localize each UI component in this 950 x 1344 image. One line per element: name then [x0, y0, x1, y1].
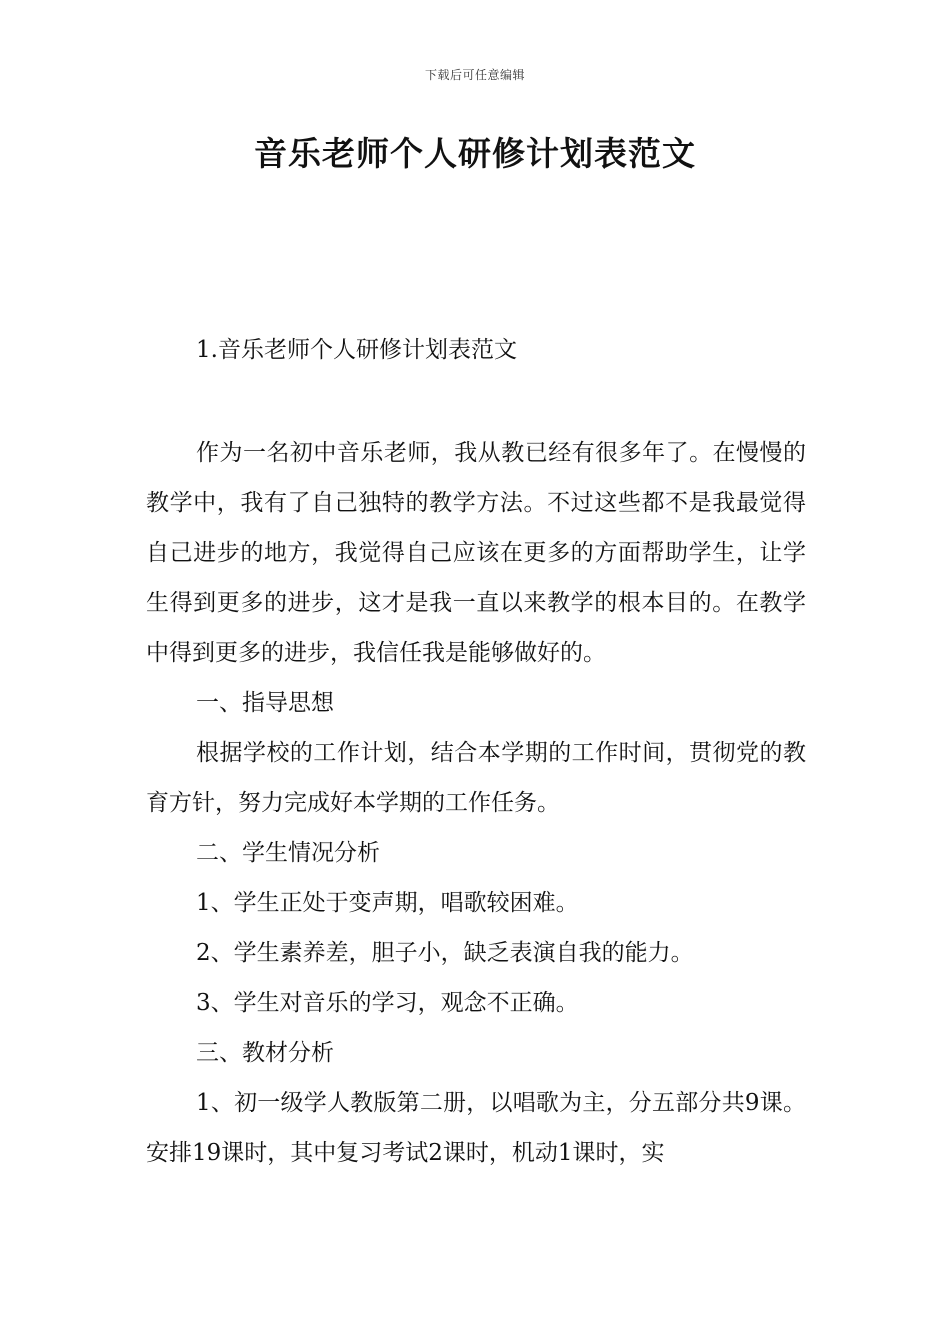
- heading-student-analysis: 二、学生情况分析: [196, 840, 380, 866]
- list-item-student-3: 3、学生对音乐的学习，观念不正确。: [196, 990, 579, 1016]
- paragraph-guiding-ideology: 根据学校的工作计划，结合本学期的工作时间，贯彻党的教育方针，努力完成好本学期的工作任务。: [146, 740, 806, 816]
- heading-guiding-ideology: 一、指导思想: [196, 690, 334, 716]
- document-body: [146, 330, 806, 1178]
- document-title: 音乐老师个人研修计划表范文: [254, 134, 696, 173]
- header-note: 下载后可任意编辑: [424, 68, 525, 82]
- list-item-student-1: 1、学生正处于变声期，唱歌较困难。: [196, 890, 579, 916]
- list-item-textbook-1: 1、初一级学人教版第二册，以唱歌为主，分五部分共9课。安排19课时，其中复习考试2课时，机动1课时，实: [146, 1090, 806, 1166]
- section-title: 1.音乐老师个人研修计划表范文: [196, 337, 517, 363]
- heading-textbook-analysis: 三、教材分析: [196, 1040, 334, 1066]
- paragraph-intro: 作为一名初中音乐老师，我从教已经有很多年了。在慢慢的教学中，我有了自己独特的教学方法。不过这些都不是我最觉得自己进步的地方，我觉得自己应该在更多的方面帮助学生，让学生得到更多的进步，这才是我一直以来教学的根本目的。在教学中得到更多的进步，我信任我是能够做好的。: [146, 440, 806, 666]
- list-item-student-2: 2、学生素养差，胆子小，缺乏表演自我的能力。: [196, 940, 694, 966]
